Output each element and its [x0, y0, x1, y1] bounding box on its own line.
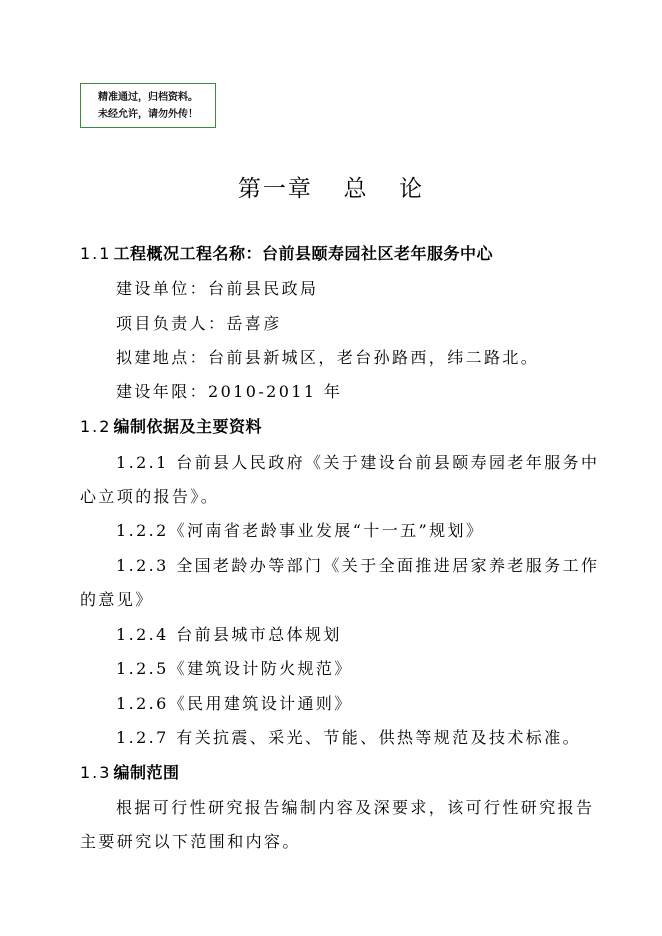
reference-item-3-line-2: 的意见》	[80, 590, 154, 609]
reference-item-5: 1.2.5《建筑设计防火规范》	[116, 659, 353, 678]
stamp-line-1: 精准通过，归档资料。	[98, 92, 198, 103]
reference-item-7: 1.2.7 有关抗震、采光、节能、供热等规范及技术标准。	[116, 728, 581, 747]
reference-item-2: 1.2.2《河南省老龄事业发展“十一五”规划》	[116, 521, 485, 540]
section-title: 工程概况工程名称：台前县颐寿园社区老年服务中心	[113, 244, 493, 263]
confidential-stamp	[80, 83, 216, 128]
reference-item-1-line-1: 1.2.1 台前县人民政府《关于建设台前县颐寿园老年服务中	[116, 453, 600, 472]
section-title: 编制依据及主要资料	[113, 417, 262, 436]
stamp-line-2: 未经允许，请勿外传！	[98, 109, 198, 120]
reference-item-6: 1.2.6《民用建筑设计通则》	[116, 694, 353, 713]
section-number: 1.1	[80, 244, 112, 263]
section-1-2-heading	[80, 417, 262, 437]
section-title: 编制范围	[113, 763, 180, 782]
section-1-3-heading	[80, 763, 179, 783]
section-number: 1.3	[80, 763, 112, 782]
project-leader-line: 项目负责人：岳喜彦	[116, 314, 282, 333]
reference-item-3-line-1: 1.2.3 全国老龄办等部门《关于全面推进居家养老服务工作	[116, 556, 600, 575]
construction-unit-line: 建设单位：台前县民政局	[116, 279, 319, 298]
scope-paragraph-line-2: 主要研究以下范围和内容。	[80, 832, 301, 851]
construction-period-line: 建设年限：2010-2011 年	[116, 382, 343, 401]
scope-paragraph-line-1: 根据可行性研究报告编制内容及深要求，该可行性研究报告	[116, 798, 595, 817]
proposed-site-line: 拟建地点：台前县新城区，老台孙路西，纬二路北。	[116, 348, 540, 367]
section-number: 1.2	[80, 417, 112, 436]
reference-item-4: 1.2.4 台前县城市总体规划	[116, 625, 342, 644]
section-1-1-heading	[80, 244, 493, 264]
reference-item-1-line-2: 心立项的报告》。	[80, 487, 220, 506]
chapter-title: 第一章 总 论	[237, 176, 425, 202]
